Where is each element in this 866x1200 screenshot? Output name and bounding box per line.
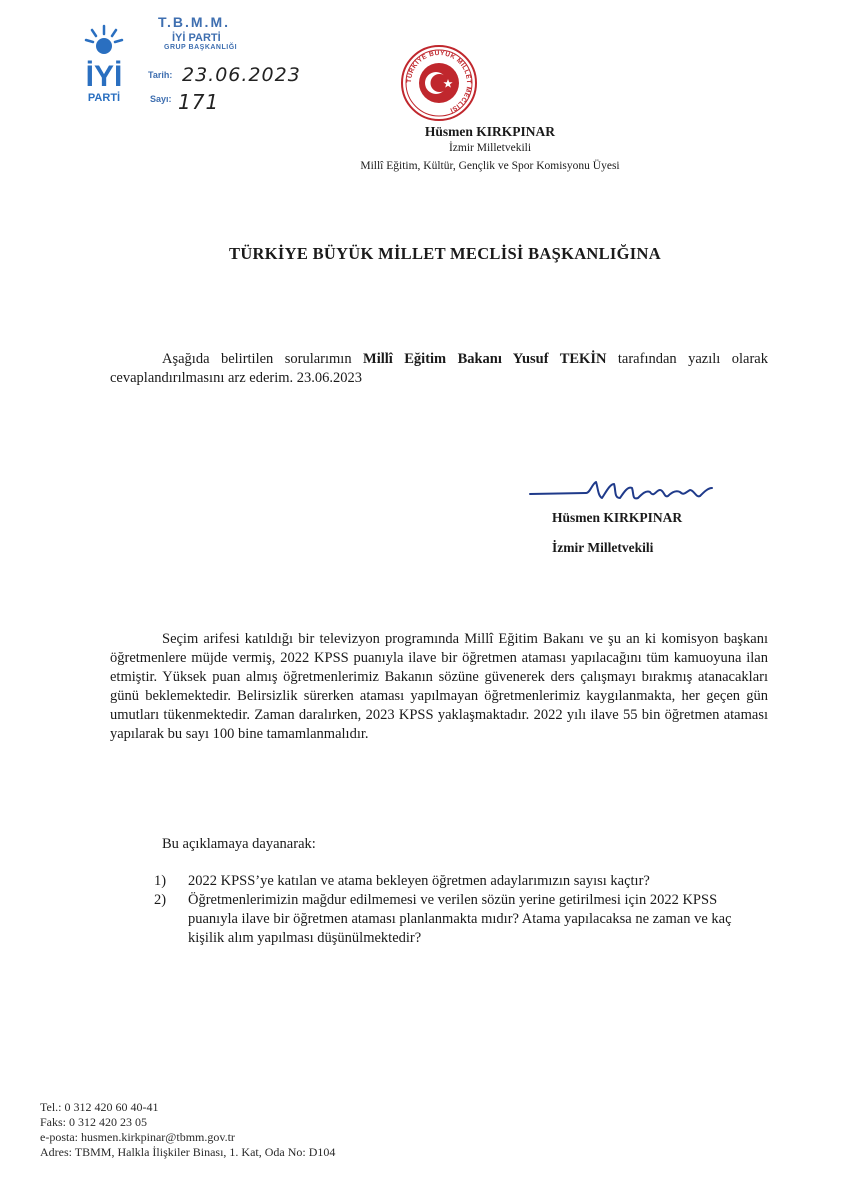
emblem-seal-icon (400, 44, 478, 122)
intro-after: tarafından yazılı olarak cevaplandırılmasını arz ederim. 23.06.2023 (110, 351, 768, 386)
intro-paragraph (110, 350, 768, 388)
handwritten-signature (528, 474, 718, 508)
stamp-line-3: GRUP BAŞKANLIĞI (164, 44, 238, 51)
question-list (154, 872, 754, 948)
footer-email: e-posta: husmen.kirkpinar@tbmm.gov.tr (40, 1130, 235, 1144)
body-paragraph: Seçim arifesi katıldığı bir televizyon programında Millî Eğitim Bakanı ve şu an ki komisyon başkanı öğretmenlere müjde vermiş, 2022 KPSS puanıyla ilave bir öğretmen ataması yapılacağını tüm kamuoyuna ilan etmiştir. Yüksek puan almış öğretmenlerimiz Bakanın sözüne güvenerek ders çalışmayı bırakmış atanacakları günü beklemektedir. Belirsizlik sürerken ataması yapılmayan öğretmenlerimiz kaygılanmakta, her geçen gün umutları tükenmektedir. Zaman daralırken, 2023 KPSS yaklaşmaktadır. 2022 yılı ilave 55 bin öğretmen ataması yapılarak bu sayı 100 bine tamamlanmalıdır. (110, 631, 768, 742)
svg-text:İYİ: İYİ (85, 60, 123, 93)
signature-role: İzmir Milletvekili (552, 540, 654, 555)
stamp-date-value: 23.06.2023 (182, 64, 301, 86)
mp-committee: Millî Eğitim, Kültür, Gençlik ve Spor Komisyonu Üyesi (360, 160, 620, 172)
stamp-line-2: İYİ PARTİ (172, 32, 221, 44)
mp-role: İzmir Milletvekili (448, 142, 532, 154)
intro-minister: Millî Eğitim Bakanı Yusuf TEKİN (363, 351, 607, 367)
stamp-date-label: Tarih: (148, 70, 173, 80)
stamp-number-label: Sayı: (150, 94, 172, 104)
contact-footer (40, 1100, 335, 1160)
mp-name: Hüsmen KIRKPINAR (424, 124, 556, 139)
party-sun-icon (80, 20, 140, 100)
addressee-heading: TÜRKİYE BÜYÜK MİLLET MECLİSİ BAŞKANLIĞINA (229, 244, 661, 263)
question-number: 2) (154, 892, 167, 908)
footer-address: Adres: TBMM, Halkla İlişkiler Binası, 1. Kat, Oda No: D104 (40, 1145, 336, 1159)
question-number: 1) (154, 873, 167, 889)
stamp-number-value: 171 (178, 90, 220, 114)
party-name: PARTİ (87, 92, 121, 104)
question-text: 2022 KPSS’ye katılan ve atama bekleyen öğretmen adaylarımızın sayısı kaçtır? (188, 873, 650, 889)
signature-name: Hüsmen KIRKPINAR (552, 510, 683, 525)
questions-lead: Bu açıklamaya dayanarak: (162, 836, 316, 852)
registration-stamp (146, 14, 301, 114)
tbmm-emblem (400, 44, 478, 122)
stamp-line-1: T.B.M.M. (158, 14, 230, 30)
svg-text:TÜRKİYE BÜYÜK MİLLET MECLİSİ: TÜRKİYE BÜYÜK MİLLET MECLİSİ (405, 49, 473, 114)
question-text: Öğretmenlerimizin mağdur edilmemesi ve verilen sözün yerine getirilmesi için 2022 KPSS puanıyla ilave bir öğretmen ataması planlanmakta mıdır? Atama yapılacaksa ne zaman ve kaç kişilik alım yapılması düşünülmektedir? (188, 892, 732, 946)
signature-scribble-icon (528, 474, 718, 508)
question-item (154, 891, 754, 948)
footer-fax: Faks: 0 312 420 23 05 (40, 1115, 148, 1129)
footer-tel: Tel.: 0 312 420 60 40-41 (40, 1100, 159, 1114)
question-item (154, 872, 754, 891)
intro-before: Aşağıda belirtilen sorularımın (162, 351, 364, 367)
